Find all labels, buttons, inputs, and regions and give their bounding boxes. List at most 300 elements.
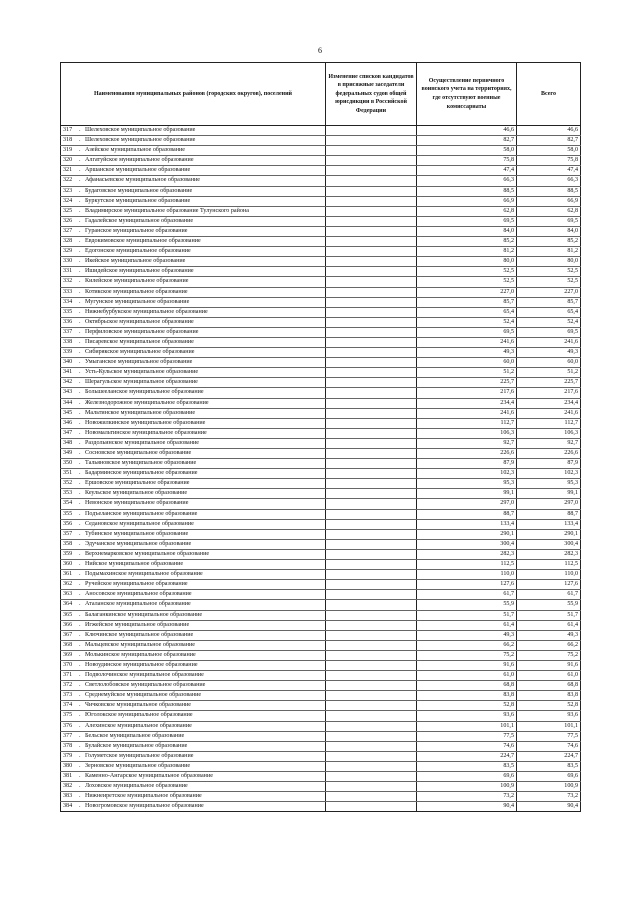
row-number-dot: .: [79, 520, 81, 527]
municipality-cell: [61, 438, 326, 448]
municipality-cell: [61, 307, 326, 317]
row-number: 375: [63, 712, 73, 719]
row-number: 329: [63, 248, 73, 255]
total-cell: 73,2: [517, 792, 581, 802]
row-number-dot: .: [79, 127, 81, 133]
row-number-dot: .: [79, 540, 81, 547]
jurors-cell: [326, 337, 417, 347]
municipality-cell: [61, 721, 326, 731]
municipality-cell: [61, 640, 326, 650]
municipality-name: Октябрьское муниципальное образование: [85, 318, 194, 325]
row-number: 357: [63, 530, 73, 537]
jurors-cell: [326, 226, 417, 236]
total-cell: 77,5: [517, 731, 581, 741]
jurors-cell: [326, 499, 417, 509]
row-number: 347: [63, 429, 73, 436]
table-row: [61, 247, 581, 257]
row-number-dot: .: [79, 258, 81, 265]
municipality-cell: [61, 297, 326, 307]
row-number-dot: .: [79, 177, 81, 184]
total-cell: 49,3: [517, 630, 581, 640]
municipality-name: Каменно-Ангарское муниципальное образование: [85, 773, 213, 779]
military-registration-cell: 85,7: [417, 297, 517, 307]
municipality-cell: [61, 590, 326, 600]
total-cell: 49,3: [517, 348, 581, 358]
table-row: [61, 206, 581, 216]
row-number: 365: [63, 611, 73, 618]
jurors-cell: [326, 539, 417, 549]
total-cell: 68,8: [517, 681, 581, 691]
table-row: [61, 772, 581, 782]
row-number: 324: [63, 197, 73, 204]
row-number: 361: [63, 571, 73, 578]
row-number: 335: [63, 308, 73, 315]
row-number: 384: [63, 803, 73, 810]
row-number: 382: [63, 783, 73, 790]
row-number-dot: .: [79, 611, 81, 618]
municipality-cell: [61, 206, 326, 216]
table-row: [61, 438, 581, 448]
row-number: 356: [63, 520, 73, 527]
row-number-dot: .: [79, 318, 81, 325]
total-cell: 297,0: [517, 499, 581, 509]
header-jurors: Изменение списков кандидатов в присяжные заседатели федеральных судов общей юрисдикции в Российской Федерации: [326, 63, 417, 126]
military-registration-cell: 83,5: [417, 761, 517, 771]
municipality-name: Эдучанское муниципальное образование: [85, 540, 192, 547]
jurors-cell: [326, 711, 417, 721]
jurors-cell: [326, 772, 417, 782]
municipality-cell: [61, 237, 326, 247]
jurors-cell: [326, 186, 417, 196]
row-number: 317: [63, 127, 73, 133]
row-number-dot: .: [79, 500, 81, 507]
municipality-cell: [61, 691, 326, 701]
row-number: 383: [63, 793, 73, 800]
municipality-cell: [61, 176, 326, 186]
municipality-name: Подымахинское муниципальное образование: [85, 571, 203, 578]
table-row: [61, 388, 581, 398]
row-number-dot: .: [79, 752, 81, 759]
military-registration-cell: 58,0: [417, 146, 517, 156]
total-cell: 234,4: [517, 398, 581, 408]
total-cell: 83,5: [517, 761, 581, 771]
row-number: 373: [63, 692, 73, 699]
military-registration-cell: 99,1: [417, 489, 517, 499]
row-number-dot: .: [79, 480, 81, 487]
municipality-cell: [61, 580, 326, 590]
military-registration-cell: 68,8: [417, 681, 517, 691]
table-row: [61, 166, 581, 176]
row-number-dot: .: [79, 419, 81, 426]
jurors-cell: [326, 317, 417, 327]
jurors-cell: [326, 529, 417, 539]
table-row: [61, 590, 581, 600]
municipality-name: Невонское муниципальное образование: [85, 500, 189, 507]
row-number-dot: .: [79, 379, 81, 386]
row-number-dot: .: [79, 197, 81, 204]
jurors-cell: [326, 398, 417, 408]
table-row: [61, 297, 581, 307]
row-number: 320: [63, 157, 73, 164]
total-cell: 106,3: [517, 428, 581, 438]
row-number: 351: [63, 470, 73, 477]
total-cell: 74,6: [517, 741, 581, 751]
header-military-registration: Осуществление первичного воинского учета на территориях, где отсутствуют военные комиссариаты: [417, 63, 517, 126]
municipality-cell: [61, 358, 326, 368]
municipality-name: Среднемуйское муниципальное образование: [85, 692, 202, 699]
row-number: 340: [63, 359, 73, 366]
municipality-cell: [61, 660, 326, 670]
total-cell: 81,2: [517, 247, 581, 257]
table-row: [61, 650, 581, 660]
row-number-dot: .: [79, 207, 81, 214]
row-number: 379: [63, 752, 73, 759]
row-number-dot: .: [79, 510, 81, 517]
table-row: [61, 348, 581, 358]
military-registration-cell: 69,5: [417, 327, 517, 337]
military-registration-cell: 106,3: [417, 428, 517, 438]
row-number: 380: [63, 762, 73, 769]
row-number: 326: [63, 217, 73, 224]
total-cell: 91,6: [517, 660, 581, 670]
row-number: 337: [63, 328, 73, 335]
municipality-name: Умыганское муниципальное образование: [85, 359, 193, 366]
total-cell: 241,6: [517, 408, 581, 418]
municipality-name: Игжейское муниципальное образование: [85, 621, 190, 628]
municipality-cell: [61, 772, 326, 782]
total-cell: 61,7: [517, 590, 581, 600]
table-row: [61, 226, 581, 236]
row-number-dot: .: [79, 439, 81, 446]
municipality-name: Новомальтинское муниципальное образование: [85, 429, 207, 436]
total-cell: 226,6: [517, 449, 581, 459]
military-registration-cell: 75,8: [417, 156, 517, 166]
total-cell: 75,8: [517, 156, 581, 166]
military-registration-cell: 61,7: [417, 590, 517, 600]
total-cell: 66,3: [517, 176, 581, 186]
jurors-cell: [326, 449, 417, 459]
municipality-cell: [61, 499, 326, 509]
total-cell: 300,4: [517, 539, 581, 549]
total-cell: 65,4: [517, 307, 581, 317]
jurors-cell: [326, 327, 417, 337]
table-row: [61, 398, 581, 408]
jurors-cell: [326, 196, 417, 206]
municipality-name: Аталанское муниципальное образование: [85, 601, 191, 608]
jurors-cell: [326, 721, 417, 731]
jurors-cell: [326, 237, 417, 247]
total-cell: 110,0: [517, 570, 581, 580]
table-row: [61, 277, 581, 287]
military-registration-cell: 290,1: [417, 529, 517, 539]
municipality-name: Гуранское муниципальное образование: [85, 227, 188, 234]
row-number-dot: .: [79, 278, 81, 285]
total-cell: 69,5: [517, 327, 581, 337]
municipality-name: Котикское муниципальное образование: [85, 288, 188, 295]
table-row: [61, 418, 581, 428]
military-registration-cell: 52,5: [417, 267, 517, 277]
municipality-name: Новожилкинское муниципальное образование: [85, 419, 206, 426]
municipality-cell: [61, 751, 326, 761]
table-row: [61, 671, 581, 681]
municipality-name: Шелеховское муниципальное образование: [85, 137, 196, 144]
military-registration-cell: 87,9: [417, 459, 517, 469]
jurors-cell: [326, 428, 417, 438]
table-row: [61, 216, 581, 226]
row-number-dot: .: [79, 591, 81, 598]
jurors-cell: [326, 489, 417, 499]
municipality-cell: [61, 348, 326, 358]
table-row: [61, 630, 581, 640]
table-row: [61, 691, 581, 701]
municipality-cell: [61, 428, 326, 438]
total-cell: 85,7: [517, 297, 581, 307]
table-row: [61, 681, 581, 691]
table-row: [61, 519, 581, 529]
row-number: 327: [63, 227, 73, 234]
municipality-name: Ишидейское муниципальное образование: [85, 268, 194, 275]
military-registration-cell: 52,8: [417, 701, 517, 711]
municipality-name: Железнодорожное муниципальное образование: [85, 399, 209, 406]
military-registration-cell: 61,4: [417, 620, 517, 630]
total-cell: 80,0: [517, 257, 581, 267]
municipality-name: Светлолобовское муниципальное образование: [85, 682, 206, 689]
total-cell: 90,4: [517, 802, 581, 812]
military-registration-cell: 133,4: [417, 519, 517, 529]
table-row: [61, 802, 581, 812]
jurors-cell: [326, 307, 417, 317]
table-row: [61, 761, 581, 771]
total-cell: 66,9: [517, 196, 581, 206]
municipality-name: Писаревское муниципальное образование: [85, 338, 194, 345]
row-number-dot: .: [79, 631, 81, 638]
row-number-dot: .: [79, 712, 81, 719]
military-registration-cell: 112,7: [417, 418, 517, 428]
municipality-name: Кеульское муниципальное образование: [85, 490, 188, 497]
municipality-cell: [61, 802, 326, 812]
row-number: 332: [63, 278, 73, 285]
row-number-dot: .: [79, 389, 81, 396]
municipality-name: Усть-Кульское муниципальное образование: [85, 369, 199, 376]
total-cell: 62,8: [517, 206, 581, 216]
row-number-dot: .: [79, 803, 81, 810]
total-cell: 61,0: [517, 671, 581, 681]
municipality-name: Будаговское муниципальное образование: [85, 187, 193, 194]
total-cell: 75,2: [517, 650, 581, 660]
total-cell: 224,7: [517, 751, 581, 761]
row-number: 353: [63, 490, 73, 497]
table-row: [61, 327, 581, 337]
header-total: Всего: [517, 63, 581, 126]
military-registration-cell: 73,2: [417, 792, 517, 802]
municipality-name: Балаганкинское муниципальное образование: [85, 611, 203, 618]
jurors-cell: [326, 368, 417, 378]
row-number-dot: .: [79, 561, 81, 568]
municipality-cell: [61, 701, 326, 711]
military-registration-cell: 241,6: [417, 337, 517, 347]
municipality-cell: [61, 681, 326, 691]
table-row: [61, 479, 581, 489]
table-row: [61, 711, 581, 721]
row-number-dot: .: [79, 581, 81, 588]
row-number: 348: [63, 439, 73, 446]
total-cell: 282,3: [517, 549, 581, 559]
table-row: [61, 186, 581, 196]
municipality-cell: [61, 570, 326, 580]
municipality-cell: [61, 529, 326, 539]
row-number: 321: [63, 167, 73, 174]
total-cell: 69,5: [517, 216, 581, 226]
row-number-dot: .: [79, 268, 81, 275]
row-number: 358: [63, 540, 73, 547]
municipality-cell: [61, 539, 326, 549]
jurors-cell: [326, 469, 417, 479]
total-cell: 84,0: [517, 226, 581, 236]
municipality-name: Алгатуйское муниципальное образование: [85, 157, 194, 164]
table-row: [61, 549, 581, 559]
total-cell: 83,8: [517, 691, 581, 701]
jurors-cell: [326, 751, 417, 761]
row-number-dot: .: [79, 157, 81, 164]
row-number: 341: [63, 369, 73, 376]
jurors-cell: [326, 257, 417, 267]
military-registration-cell: 66,9: [417, 196, 517, 206]
jurors-cell: [326, 691, 417, 701]
municipality-name: Тубинское муниципальное образование: [85, 530, 189, 537]
military-registration-cell: 93,6: [417, 711, 517, 721]
row-number-dot: .: [79, 773, 81, 779]
military-registration-cell: 69,5: [417, 216, 517, 226]
total-cell: 52,5: [517, 267, 581, 277]
military-registration-cell: 224,7: [417, 751, 517, 761]
municipality-name: Седановское муниципальное образование: [85, 520, 194, 527]
total-cell: 92,7: [517, 438, 581, 448]
jurors-cell: [326, 681, 417, 691]
row-number-dot: .: [79, 187, 81, 194]
subventions-table: [60, 62, 581, 812]
table-row: [61, 509, 581, 519]
municipality-cell: [61, 247, 326, 257]
military-registration-cell: 51,2: [417, 368, 517, 378]
jurors-cell: [326, 479, 417, 489]
row-number: 334: [63, 298, 73, 305]
municipality-name: Бельское муниципальное образование: [85, 732, 185, 739]
military-registration-cell: 74,6: [417, 741, 517, 751]
row-number: 318: [63, 137, 73, 144]
military-registration-cell: 66,3: [417, 176, 517, 186]
military-registration-cell: 55,9: [417, 600, 517, 610]
municipality-name: Подволочинское муниципальное образование: [85, 672, 204, 679]
military-registration-cell: 91,6: [417, 660, 517, 670]
municipality-cell: [61, 469, 326, 479]
municipality-cell: [61, 166, 326, 176]
row-number-dot: .: [79, 762, 81, 769]
military-registration-cell: 49,3: [417, 348, 517, 358]
total-cell: 66,2: [517, 640, 581, 650]
military-registration-cell: 92,7: [417, 438, 517, 448]
municipality-name: Мальтинское муниципальное образование: [85, 409, 196, 416]
municipality-name: Новоудинское муниципальное образование: [85, 661, 198, 668]
total-cell: 51,7: [517, 610, 581, 620]
municipality-cell: [61, 378, 326, 388]
military-registration-cell: 225,7: [417, 378, 517, 388]
military-registration-cell: 83,8: [417, 691, 517, 701]
table-row: [61, 721, 581, 731]
jurors-cell: [326, 287, 417, 297]
table-row: [61, 499, 581, 509]
military-registration-cell: 80,0: [417, 257, 517, 267]
municipality-cell: [61, 196, 326, 206]
municipality-cell: [61, 418, 326, 428]
row-number-dot: .: [79, 692, 81, 699]
row-number-dot: .: [79, 601, 81, 608]
municipality-name: Килейское муниципальное образование: [85, 278, 189, 285]
table-row: [61, 317, 581, 327]
jurors-cell: [326, 519, 417, 529]
table-row: [61, 408, 581, 418]
military-registration-cell: 300,4: [417, 539, 517, 549]
municipality-cell: [61, 560, 326, 570]
row-number: 377: [63, 732, 73, 739]
municipality-name: Гадалейское муниципальное образование: [85, 217, 194, 224]
municipality-cell: [61, 277, 326, 287]
row-number-dot: .: [79, 167, 81, 174]
total-cell: 52,8: [517, 701, 581, 711]
jurors-cell: [326, 802, 417, 812]
row-number-dot: .: [79, 783, 81, 790]
municipality-name: Подъеланское муниципальное образование: [85, 510, 198, 517]
municipality-name: Молькинское муниципальное образование: [85, 651, 196, 658]
table-row: [61, 428, 581, 438]
row-number: 352: [63, 480, 73, 487]
municipality-name: Евдокимовское муниципальное образование: [85, 238, 201, 245]
table-row: [61, 539, 581, 549]
military-registration-cell: 61,0: [417, 671, 517, 681]
table-row: [61, 570, 581, 580]
row-number: 368: [63, 641, 73, 648]
total-cell: 112,5: [517, 560, 581, 570]
row-number-dot: .: [79, 661, 81, 668]
municipality-name: Азейское муниципальное образование: [85, 147, 185, 154]
municipality-name: Перфиловское муниципальное образование: [85, 328, 199, 335]
total-cell: 52,5: [517, 277, 581, 287]
total-cell: 60,0: [517, 358, 581, 368]
military-registration-cell: 297,0: [417, 499, 517, 509]
row-number-dot: .: [79, 460, 81, 467]
total-cell: 85,2: [517, 237, 581, 247]
municipality-cell: [61, 479, 326, 489]
jurors-cell: [326, 509, 417, 519]
military-registration-cell: 62,8: [417, 206, 517, 216]
row-number: 342: [63, 379, 73, 386]
jurors-cell: [326, 277, 417, 287]
jurors-cell: [326, 701, 417, 711]
municipality-name: Нижнеиретское муниципальное образование: [85, 793, 202, 800]
jurors-cell: [326, 630, 417, 640]
table-row: [61, 368, 581, 378]
municipality-cell: [61, 459, 326, 469]
total-cell: 82,7: [517, 136, 581, 146]
row-number: 344: [63, 399, 73, 406]
row-number-dot: .: [79, 349, 81, 356]
jurors-cell: [326, 549, 417, 559]
municipality-cell: [61, 368, 326, 378]
total-cell: 95,3: [517, 479, 581, 489]
row-number-dot: .: [79, 530, 81, 537]
total-cell: 227,0: [517, 287, 581, 297]
row-number-dot: .: [79, 571, 81, 578]
military-registration-cell: 66,2: [417, 640, 517, 650]
